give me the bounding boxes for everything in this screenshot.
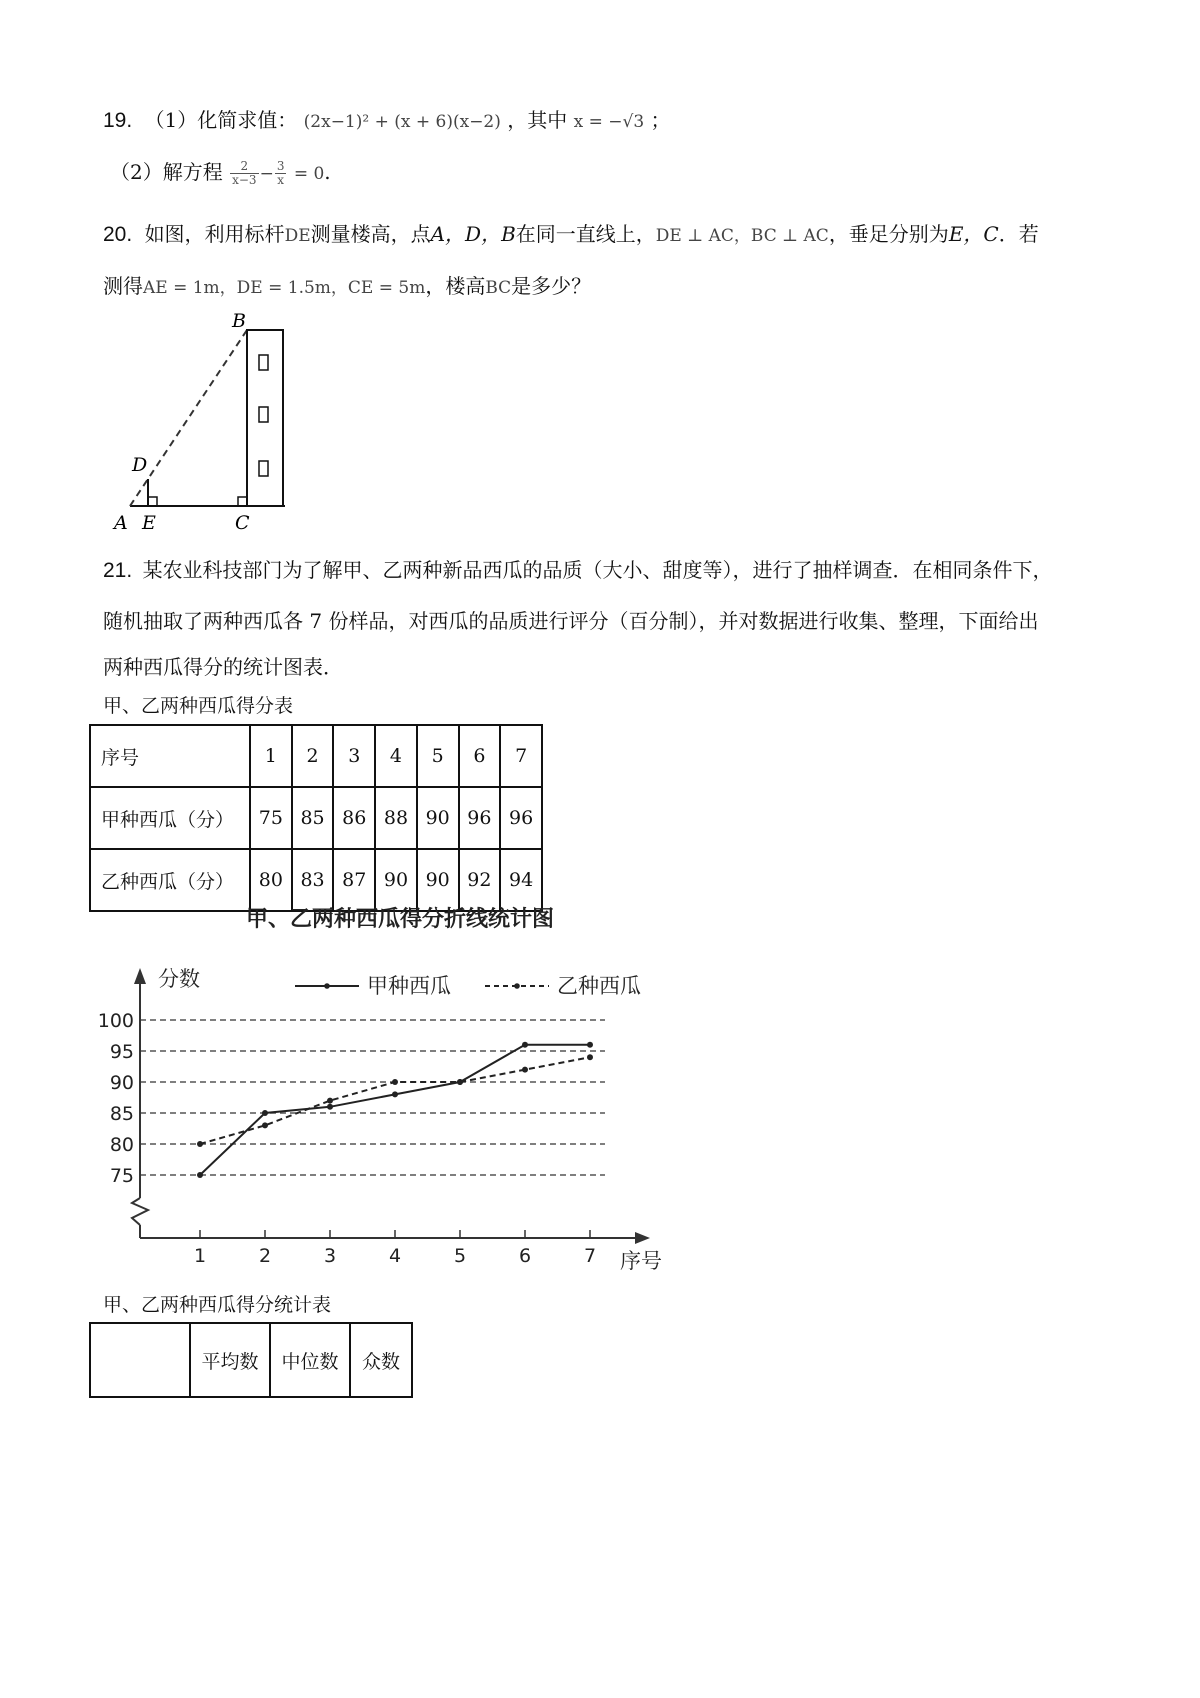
- q19-frac1-den: x−3: [232, 173, 257, 187]
- fig-right-angle-e: [148, 497, 157, 506]
- table-header-cell: 3: [333, 725, 375, 787]
- fig-label-e: E: [142, 512, 156, 534]
- fig-right-angle-c: [238, 497, 247, 506]
- q20-number: 20.: [103, 223, 133, 246]
- q20-text-d: ，垂足分别为: [828, 222, 949, 246]
- q20-line1: [103, 218, 1039, 247]
- x-tick-label: 4: [388, 1245, 402, 1267]
- q20-de: DE: [284, 226, 311, 246]
- data-point-series-1: [262, 1110, 268, 1116]
- table-header-cell: 5: [417, 725, 459, 787]
- fig-label-c: C: [235, 512, 250, 534]
- x-tick-label: 5: [453, 1245, 467, 1267]
- q20-bc: BC: [485, 278, 512, 298]
- data-point-series-2: [197, 1141, 203, 1147]
- q19-frac1-num: 2: [230, 160, 258, 174]
- table-cell: 88: [375, 787, 417, 849]
- table-row: [90, 1323, 412, 1397]
- q19-part1-end: ；: [650, 108, 671, 132]
- table-header-label: 序号: [90, 725, 250, 787]
- q19-part1-label: （1）化简求值：: [144, 108, 298, 132]
- legend-label-2: 乙种西瓜: [557, 974, 641, 998]
- legend-marker-1: [324, 983, 330, 989]
- score-table: [89, 724, 543, 912]
- data-point-series-2: [327, 1098, 333, 1104]
- x-tick-label: 3: [323, 1245, 337, 1267]
- q19-part1-expr: (2x−1)² + (x + 6)(x−2): [303, 112, 501, 132]
- data-point-series-1: [522, 1042, 528, 1048]
- q19-frac2: [275, 160, 287, 187]
- q21-line1: [103, 554, 1053, 583]
- table-row: [90, 725, 542, 787]
- table-header-cell: 7: [500, 725, 542, 787]
- y-axis-label: 分数: [158, 967, 200, 991]
- row-label-jia: 甲种西瓜（分）: [90, 787, 250, 849]
- x-axis-arrow: [635, 1232, 650, 1244]
- y-tick-label: 100: [97, 1010, 134, 1032]
- table-cell: 85: [292, 787, 334, 849]
- q19-part1-cond: x = −√3: [573, 112, 645, 132]
- q19-frac1: [230, 160, 258, 187]
- chart-title: 甲、乙两种西瓜得分折线统计图: [245, 907, 555, 932]
- y-tick-label: 90: [109, 1072, 134, 1094]
- q19-end: .: [324, 160, 331, 184]
- stats-header-median: 中位数: [270, 1323, 350, 1397]
- table-cell: 94: [500, 849, 542, 911]
- table2-caption: 甲、乙两种西瓜得分统计表: [103, 1294, 332, 1316]
- stats-header-mean: 平均数: [190, 1323, 270, 1397]
- table-cell: 96: [500, 787, 542, 849]
- q20-figure: [110, 305, 310, 540]
- fig-window-2: [259, 407, 268, 422]
- q20-text-e: ．若: [998, 222, 1039, 246]
- y-axis-arrow: [134, 968, 146, 984]
- table-cell: 90: [417, 849, 459, 911]
- q20-text-a: 如图，利用标杆: [144, 222, 285, 246]
- fig-window-3: [259, 461, 268, 476]
- q20-text-f: 测得: [103, 274, 143, 298]
- table-cell: 96: [459, 787, 501, 849]
- x-tick-label: 1: [193, 1245, 207, 1267]
- table-cell: 90: [375, 849, 417, 911]
- table-cell: 83: [292, 849, 334, 911]
- legend-marker-2: [514, 983, 520, 989]
- table-cell: 87: [333, 849, 375, 911]
- data-point-series-2: [392, 1079, 398, 1085]
- table-cell: 92: [459, 849, 501, 911]
- series-line-2: [200, 1057, 590, 1144]
- stats-header-blank: [90, 1323, 190, 1397]
- q19-minus: −: [259, 164, 274, 184]
- q20-text-c: 在同一直线上，: [515, 222, 656, 246]
- data-point-series-2: [522, 1067, 528, 1073]
- stats-table: [89, 1322, 413, 1398]
- data-point-series-2: [262, 1122, 268, 1128]
- q20-text-h: 是多少？: [511, 274, 592, 298]
- q21-number: 21.: [103, 559, 133, 582]
- stats-header-mode: 众数: [350, 1323, 412, 1397]
- table-row: [90, 787, 542, 849]
- data-point-series-2: [587, 1054, 593, 1060]
- table-cell: 90: [417, 787, 459, 849]
- q19-number: 19.: [103, 109, 133, 132]
- y-tick-label: 75: [109, 1165, 134, 1187]
- row-label-yi: 乙种西瓜（分）: [90, 849, 250, 911]
- q20-values: AE = 1m，DE = 1.5m，CE = 5m: [143, 278, 426, 298]
- data-point-series-1: [392, 1091, 398, 1097]
- data-point-series-1: [587, 1042, 593, 1048]
- q20-text-g: ，楼高: [425, 274, 486, 298]
- data-point-series-1: [197, 1172, 203, 1178]
- x-tick-label: 2: [258, 1245, 272, 1267]
- series-line-1: [200, 1045, 590, 1175]
- q20-line2: [103, 270, 591, 299]
- table-cell: 86: [333, 787, 375, 849]
- table-header-cell: 4: [375, 725, 417, 787]
- x-axis-label: 序号: [620, 1249, 662, 1273]
- fig-label-a: A: [114, 512, 128, 534]
- fig-building: [247, 330, 283, 506]
- q19-line2: [110, 156, 331, 187]
- q20-text-b: 测量楼高，点: [310, 222, 431, 246]
- q20-feet: E，C: [948, 222, 999, 246]
- x-tick-label: 7: [583, 1245, 597, 1267]
- score-line-chart: [90, 900, 690, 1300]
- data-point-series-1: [327, 1104, 333, 1110]
- fig-label-b: B: [232, 310, 246, 332]
- q21-line3: 两种西瓜得分的统计图表．: [103, 655, 343, 679]
- x-tick-label: 6: [518, 1245, 532, 1267]
- fig-window-1: [259, 355, 268, 370]
- q21-line2: 随机抽取了两种西瓜各 7 份样品，对西瓜的品质进行评分（百分制），并对数据进行收集、整理，下面给出: [103, 609, 1039, 633]
- y-tick-label: 95: [109, 1041, 134, 1063]
- q20-perp: DE ⊥ AC，BC ⊥ AC: [655, 226, 829, 246]
- legend-label-1: 甲种西瓜: [367, 974, 451, 998]
- table-cell: 80: [250, 849, 292, 911]
- y-axis-break: [132, 1198, 148, 1225]
- fig-label-d: D: [132, 454, 148, 476]
- q19-part1-where: ，其中: [507, 108, 568, 132]
- table-header-cell: 2: [292, 725, 334, 787]
- q21-text-1: 某农业科技部门为了解甲、乙两种新品西瓜的品质（大小、甜度等），进行了抽样调查．在相同条件下，: [142, 558, 1053, 582]
- q19-line1: [103, 104, 671, 133]
- data-point-series-2: [457, 1079, 463, 1085]
- table-header-cell: 1: [250, 725, 292, 787]
- q19-frac2-num: 3: [276, 159, 285, 173]
- y-tick-label: 85: [109, 1103, 134, 1125]
- q19-frac2-den: x: [277, 173, 285, 187]
- table-cell: 75: [250, 787, 292, 849]
- q19-part2-label: （2）解方程: [110, 160, 223, 184]
- y-tick-label: 80: [109, 1134, 134, 1156]
- q20-points: A，D，B: [430, 222, 516, 246]
- table-header-cell: 6: [459, 725, 501, 787]
- q19-eq: = 0: [293, 164, 325, 184]
- table1-caption: 甲、乙两种西瓜得分表: [103, 695, 294, 717]
